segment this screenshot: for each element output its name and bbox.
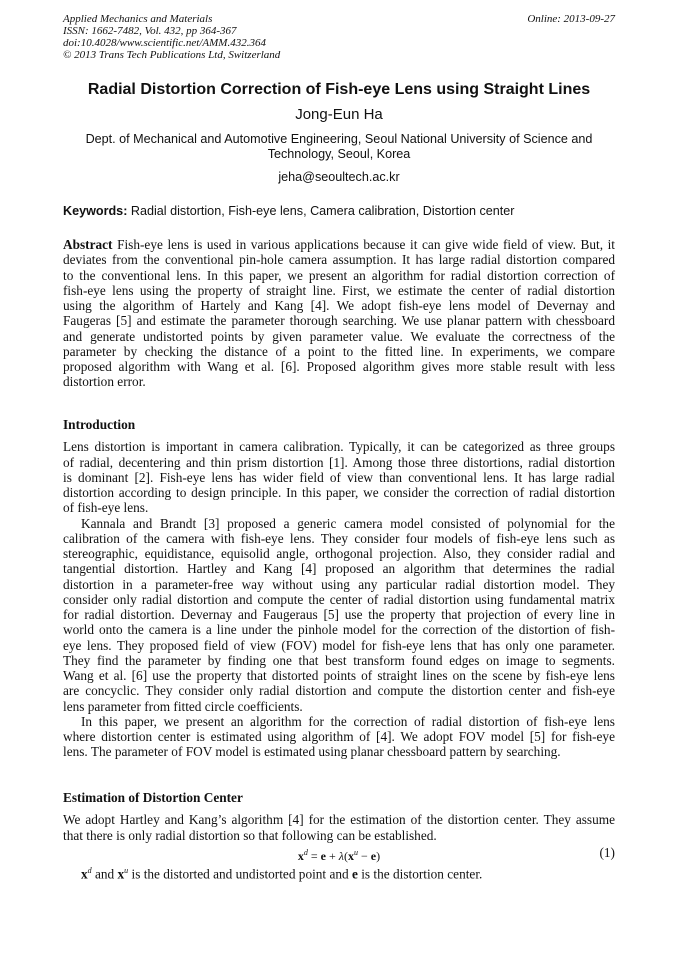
estimation-section bbox=[63, 790, 615, 890]
text-line: calibration of the camera with fish-eye lens. They consider four models of fish-eye lens such as bbox=[63, 530, 615, 546]
issn: ISSN: 1662-7482, Vol. 432, pp 364-367 bbox=[63, 25, 237, 37]
text-line: of fish-eye lens. bbox=[63, 500, 149, 516]
text-line: to the conventional lens. In this paper, we present an algorithm for radial distortion correction of bbox=[63, 267, 615, 283]
doi: doi:10.4028/www.scientific.net/AMM.432.364 bbox=[63, 37, 266, 49]
text-line: lens parameter from fitted circle coefficients. bbox=[63, 698, 303, 714]
text-line: consider only radial distortion and compute the center of radial distortion using fundamental matrix bbox=[63, 591, 615, 607]
text-line: lens. The parameter of FOV model is estimated using planar chessboard pattern by searching. bbox=[63, 744, 561, 760]
section-heading: Introduction bbox=[63, 417, 136, 432]
text-line: deviates from the conventional pin-hole camera assumption. It has large radial distortion compared bbox=[63, 252, 615, 268]
text-line: tangential distortion. Hartley and Kang [4] proposed an algorithm that determines the radial bbox=[63, 561, 615, 577]
keywords bbox=[63, 204, 514, 218]
abstract bbox=[63, 237, 615, 390]
text-line: eye lens. They proposed field of view (FOV) model for fish-eye lens that has only one parameter. bbox=[63, 637, 615, 653]
text-line: We adopt Hartley and Kang’s algorithm [4] for the estimation of the distortion center. They assume bbox=[63, 812, 615, 828]
keywords-label: Keywords: bbox=[63, 204, 128, 218]
online-date: Online: 2013-09-27 bbox=[527, 13, 615, 25]
text-line: of radial, decentering and thin prism distortion [1]. Among those three distortions, radial distortion bbox=[63, 454, 615, 470]
text-line: parameter by checking the distance of a point to the fitted line. In experiments, we compare bbox=[63, 343, 615, 359]
text-line: proposed algorithm with Wang et al. [6]. Proposed algorithm gives more stable result with less bbox=[63, 359, 615, 374]
equation: $x^d = e + \lambda(x^u - e)$ bbox=[297, 847, 381, 863]
text-line: $x^d$ and $x^u$ is the distorted and undistorted point and e is the distortion center. bbox=[81, 865, 483, 882]
copyright: © 2013 Trans Tech Publications Ltd, Switzerland bbox=[63, 49, 281, 61]
text-line: Lens distortion is important in camera calibration. Typically, it can be categorized as three groups bbox=[63, 439, 615, 455]
text-line: They find the parameter by finding one that best transform found edges on image to segments. bbox=[63, 652, 615, 668]
affiliation bbox=[63, 132, 615, 162]
text-line: are concyclic. They consider only radial distortion and compute the distortion center and fish-eye bbox=[63, 683, 615, 699]
text-line: fish-eye lens using the property of straight line. First, we estimate the center of radial distortion bbox=[63, 282, 615, 298]
text-line: stereographic, equidistance, equisolid angle, orthogonal projection. Also, they consider radial and bbox=[63, 546, 615, 561]
text-line: distortion error. bbox=[63, 374, 146, 390]
text-line: distortion in a parameter-free way without using any particular radial distortion model. They bbox=[63, 576, 615, 592]
text-line: for radial distortion. Devernay and Faugeraus [5] use the property that projection of every line in bbox=[63, 607, 615, 622]
text-line: distortion according to design principle. In this paper, we consider the correction of radial distortion bbox=[63, 485, 615, 500]
text-line: world onto the camera is a line under the pinhole model for the correction of the distortion of fish- bbox=[63, 622, 615, 638]
journal-name: Applied Mechanics and Materials bbox=[63, 13, 213, 25]
text-line: Kannala and Brandt [3] proposed a generic camera model consisted of polynomial for the bbox=[81, 515, 615, 531]
text-line bbox=[63, 237, 615, 252]
introduction-section bbox=[63, 417, 615, 760]
equation-number: (1) bbox=[599, 844, 615, 860]
paper-title: Radial Distortion Correction of Fish-eye Lens using Straight Lines bbox=[87, 81, 591, 98]
affiliation-line: Dept. of Mechanical and Automotive Engineering, Seoul National University of Science and bbox=[85, 132, 593, 146]
text: Fish-eye lens is used in various applications because it can give wide field of view. But, it bbox=[112, 237, 615, 252]
journal-header bbox=[63, 13, 280, 61]
text: and bbox=[91, 866, 118, 882]
abstract-label: Abstract bbox=[63, 237, 113, 252]
text: is the distortion center. bbox=[357, 866, 483, 882]
author: Jong-Eun Ha bbox=[295, 106, 383, 123]
text-line: using the algorithm of Hartely and Kang [4]. We adopt fish-eye lens model of Devernay and bbox=[63, 298, 615, 313]
section-heading: Estimation of Distortion Center bbox=[63, 790, 243, 805]
text-line: Faugeras [5] and estimate the parameter thorough searching. We use planar pattern with chessboard bbox=[63, 313, 615, 329]
text-line: is dominant [2]. Fish-eye lens has wider field of view than conventional lens. It has large radial bbox=[63, 469, 615, 485]
email: jeha@seoultech.ac.kr bbox=[278, 170, 400, 184]
text-line: and generate undistorted points by given parameter value. We evaluate the correctness of the bbox=[63, 328, 615, 344]
text-line: that there is only radial distortion so that following can be established. bbox=[63, 827, 437, 843]
text-line: Wang et al. [6] use the property that distorted points of straight lines on the scene by fish-eye lens bbox=[63, 668, 615, 683]
text-line: where distortion center is estimated using algorithm of [4]. We adopt FOV model [5] for fish-eye bbox=[63, 729, 615, 744]
keywords-text: Radial distortion, Fish-eye lens, Camera calibration, Distortion center bbox=[127, 204, 515, 218]
text: is the distorted and undistorted point and bbox=[128, 866, 352, 882]
affiliation-line: Technology, Seoul, Korea bbox=[267, 147, 411, 161]
text-line: In this paper, we present an algorithm for the correction of radial distortion of fish-eye lens bbox=[81, 713, 615, 729]
